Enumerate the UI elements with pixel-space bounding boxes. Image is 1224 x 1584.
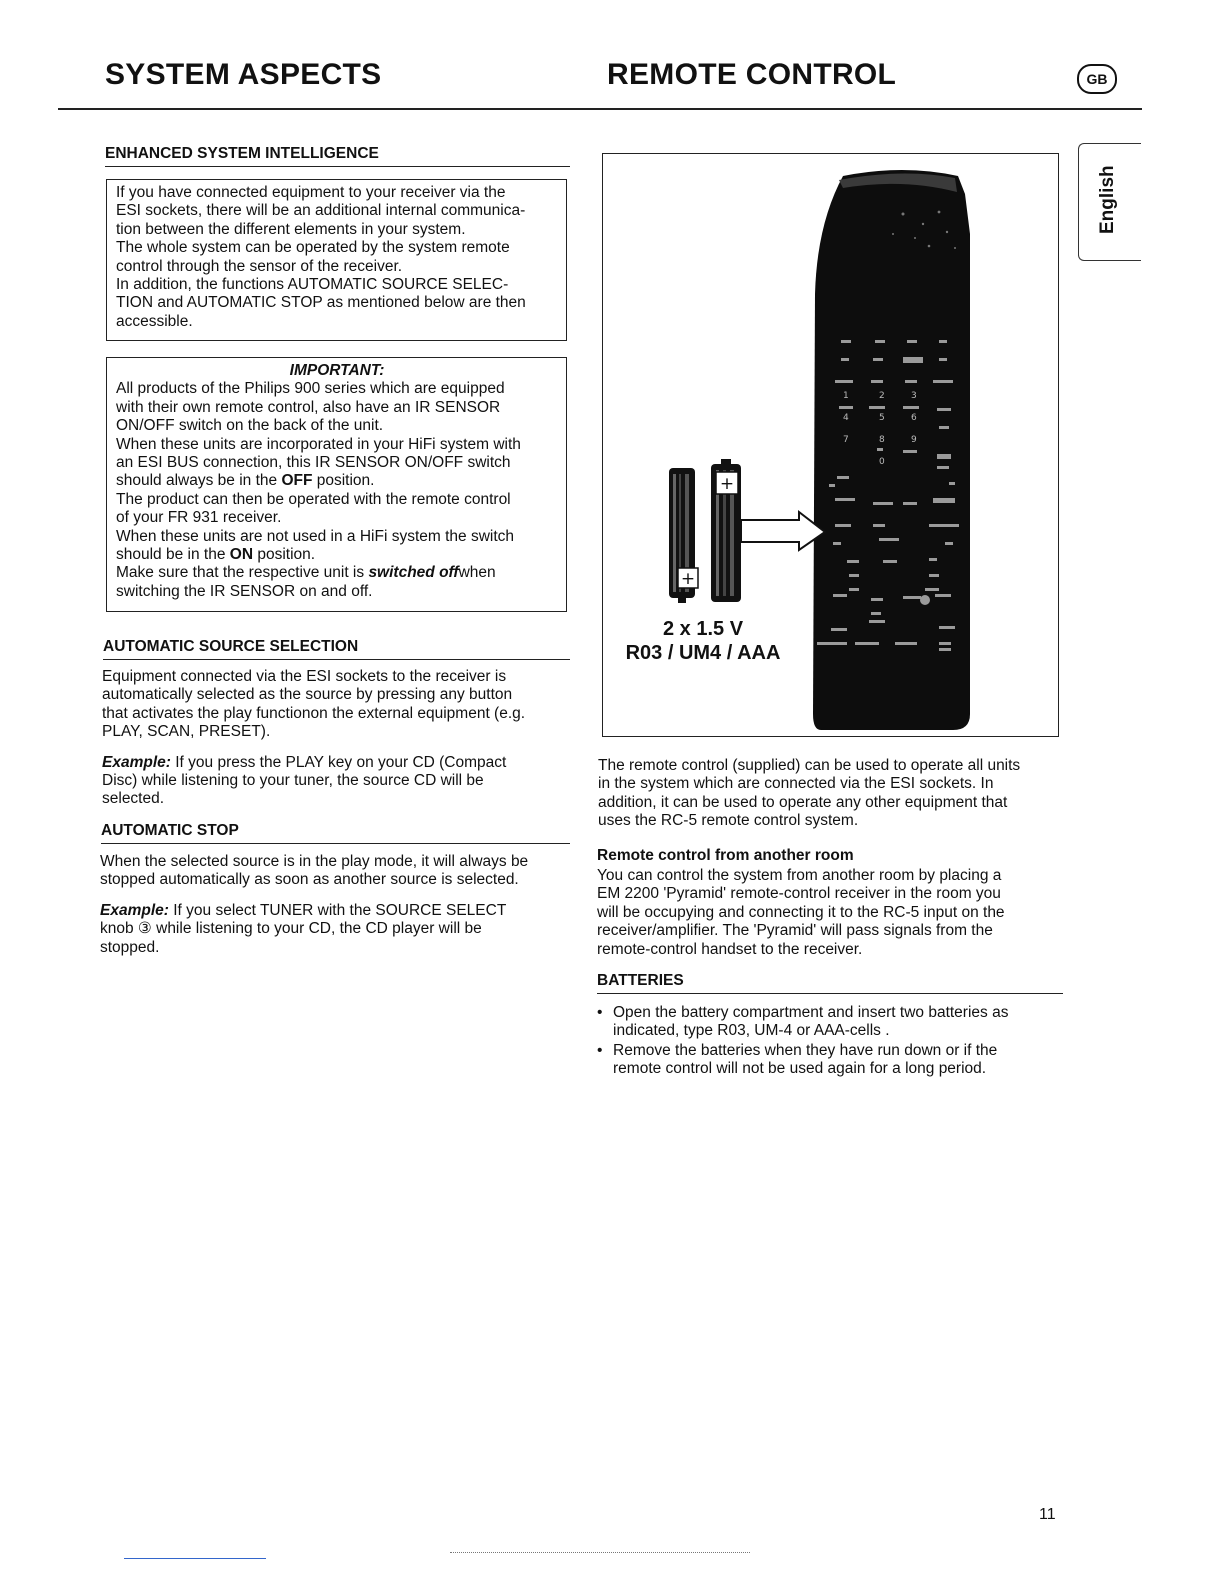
remote-control-figure xyxy=(602,153,1059,737)
text-line: If you press the PLAY key on your CD (Compact xyxy=(170,753,507,771)
emphasis-off: OFF xyxy=(281,472,313,490)
svg-text:6: 6 xyxy=(911,413,917,423)
important-line: switching the IR SENSOR on and off. xyxy=(116,582,373,600)
text-line: will be occupying and connecting it to the RC-5 input on the xyxy=(597,903,1005,921)
auto-source-title: AUTOMATIC SOURCE SELECTION xyxy=(103,638,570,660)
auto-stop-body xyxy=(100,853,572,967)
plus-sign-icon: + xyxy=(719,474,735,494)
text-line: indicated, type R03, UM-4 or AAA-cells . xyxy=(613,1022,890,1040)
footer-line xyxy=(124,1558,266,1559)
enhanced-box xyxy=(106,179,567,341)
important-line: with their own remote control, also have an IR SENSOR xyxy=(116,398,501,416)
batteries-title: BATTERIES xyxy=(597,972,1063,994)
text-line: stopped. xyxy=(100,938,160,956)
emphasis-switched-off: switched off xyxy=(368,564,459,582)
region-badge-gb: GB xyxy=(1077,64,1117,94)
important-line: ON/OFF switch on the back of the unit. xyxy=(116,417,384,435)
svg-text:4: 4 xyxy=(843,413,849,423)
page-number: 11 xyxy=(1039,1506,1056,1523)
enhanced-line: tion between the different elements in your system. xyxy=(116,220,466,238)
enhanced-line: If you have connected equipment to your receiver via the xyxy=(116,184,506,201)
enhanced-line: In addition, the functions AUTOMATIC SOURCE SELEC- xyxy=(116,276,509,294)
text-line: uses the RC-5 remote control system. xyxy=(598,812,859,830)
text-line: automatically selected as the source by pressing any button xyxy=(102,686,513,704)
svg-text:9: 9 xyxy=(911,435,917,445)
batteries-list xyxy=(597,1004,1063,1080)
text-line: The remote control (supplied) can be used to operate all units xyxy=(598,757,1021,774)
example-label: Example: xyxy=(102,753,171,771)
text-line: stopped automatically as soon as another source is selected. xyxy=(100,871,519,889)
important-line: When these units are not used in a HiFi system the switch xyxy=(116,527,515,545)
emphasis-on: ON xyxy=(229,546,254,564)
text-line: PLAY, SCAN, PRESET). xyxy=(102,723,271,741)
text-run: position. xyxy=(253,546,316,564)
language-tab xyxy=(1078,143,1141,261)
svg-text:2: 2 xyxy=(879,391,885,401)
important-line: The product can then be operated with the remote control xyxy=(116,490,511,508)
text-run: when xyxy=(458,564,496,582)
text-line: Remove the batteries when they have run down or if the xyxy=(613,1041,998,1059)
text-run: position. xyxy=(312,472,375,490)
important-line: When these units are incorporated in your HiFi system with xyxy=(116,435,521,453)
important-line xyxy=(116,546,558,564)
text-line: knob ③ while listening to your CD, the CD player will be xyxy=(100,920,482,938)
text-line: that activates the play functionon the external equipment (e.g. xyxy=(102,704,526,722)
text-line: You can control the system from another room by placing a xyxy=(597,867,1002,884)
auto-source-body xyxy=(102,668,572,819)
remote-body xyxy=(813,170,970,730)
language-label: English xyxy=(1097,165,1118,234)
svg-text:1: 1 xyxy=(843,391,849,401)
batteries-illustration xyxy=(669,459,741,603)
text-line: in the system which are connected via the ESI sockets. In xyxy=(598,775,994,793)
text-line: When the selected source is in the play mode, it will always be xyxy=(100,853,529,870)
remote-intro xyxy=(598,757,1064,841)
list-item xyxy=(597,1042,1063,1079)
text-line: Disc) while listening to your tuner, the source CD will be xyxy=(102,772,484,790)
text-line: EM 2200 'Pyramid' remote-control receiver in the room you xyxy=(597,885,1001,903)
text-line: If you select TUNER with the SOURCE SELECT xyxy=(168,901,507,919)
text-line: receiver/amplifier. The 'Pyramid' will pass signals from the xyxy=(597,922,993,940)
svg-text:7: 7 xyxy=(843,435,849,445)
important-title: IMPORTANT: xyxy=(289,362,385,379)
svg-text:3: 3 xyxy=(911,391,917,401)
important-box xyxy=(106,357,567,612)
plus-sign-icon: + xyxy=(680,569,696,589)
svg-text:0: 0 xyxy=(879,457,885,467)
footer-dots xyxy=(450,1552,750,1553)
enhanced-line: TION and AUTOMATIC STOP as mentioned below are then xyxy=(116,294,526,312)
battery-count-label: 2 x 1.5 V xyxy=(662,618,744,640)
section-title-system-aspects: SYSTEM ASPECTS xyxy=(105,58,382,91)
enhanced-line: The whole system can be operated by the system remote xyxy=(116,239,510,257)
another-room-body xyxy=(597,867,1063,959)
text-run: should always be in the xyxy=(116,472,282,490)
important-line: an ESI BUS connection, this IR SENSOR ON/OFF switch xyxy=(116,454,511,472)
another-room-title: Remote control from another room xyxy=(597,847,854,864)
text-line: Open the battery compartment and insert two batteries as xyxy=(613,1004,1009,1021)
svg-text:5: 5 xyxy=(879,413,885,423)
important-line: All products of the Philips 900 series which are equipped xyxy=(116,380,505,398)
important-line xyxy=(116,472,558,490)
text-line: remote-control handset to the receiver. xyxy=(597,940,863,958)
enhanced-line: control through the sensor of the receiver. xyxy=(116,257,403,275)
text-line: addition, it can be used to operate any other equipment that xyxy=(598,793,1008,811)
section-title-remote-control: REMOTE CONTROL xyxy=(607,58,897,91)
battery-type-label: R03 / UM4 / AAA xyxy=(625,642,781,664)
enhanced-line: ESI sockets, there will be an additional internal communica- xyxy=(116,202,526,220)
example-label: Example: xyxy=(100,901,169,919)
enhanced-line: accessible. xyxy=(116,312,193,330)
svg-text:8: 8 xyxy=(879,435,885,445)
important-line xyxy=(116,564,558,582)
enhanced-title: ENHANCED SYSTEM INTELLIGENCE xyxy=(105,145,570,167)
header-rule xyxy=(58,108,1142,110)
arrow-icon xyxy=(741,512,825,550)
list-item xyxy=(597,1004,1063,1041)
auto-stop-title: AUTOMATIC STOP xyxy=(101,822,570,844)
text-line: selected. xyxy=(102,790,165,808)
text-run: should be in the xyxy=(116,546,230,564)
important-line: of your FR 931 receiver. xyxy=(116,509,282,527)
text-line: Equipment connected via the ESI sockets to the receiver is xyxy=(102,668,507,685)
text-line: remote control will not be used again for a long period. xyxy=(613,1060,987,1078)
text-run: Make sure that the respective unit is xyxy=(116,564,369,582)
